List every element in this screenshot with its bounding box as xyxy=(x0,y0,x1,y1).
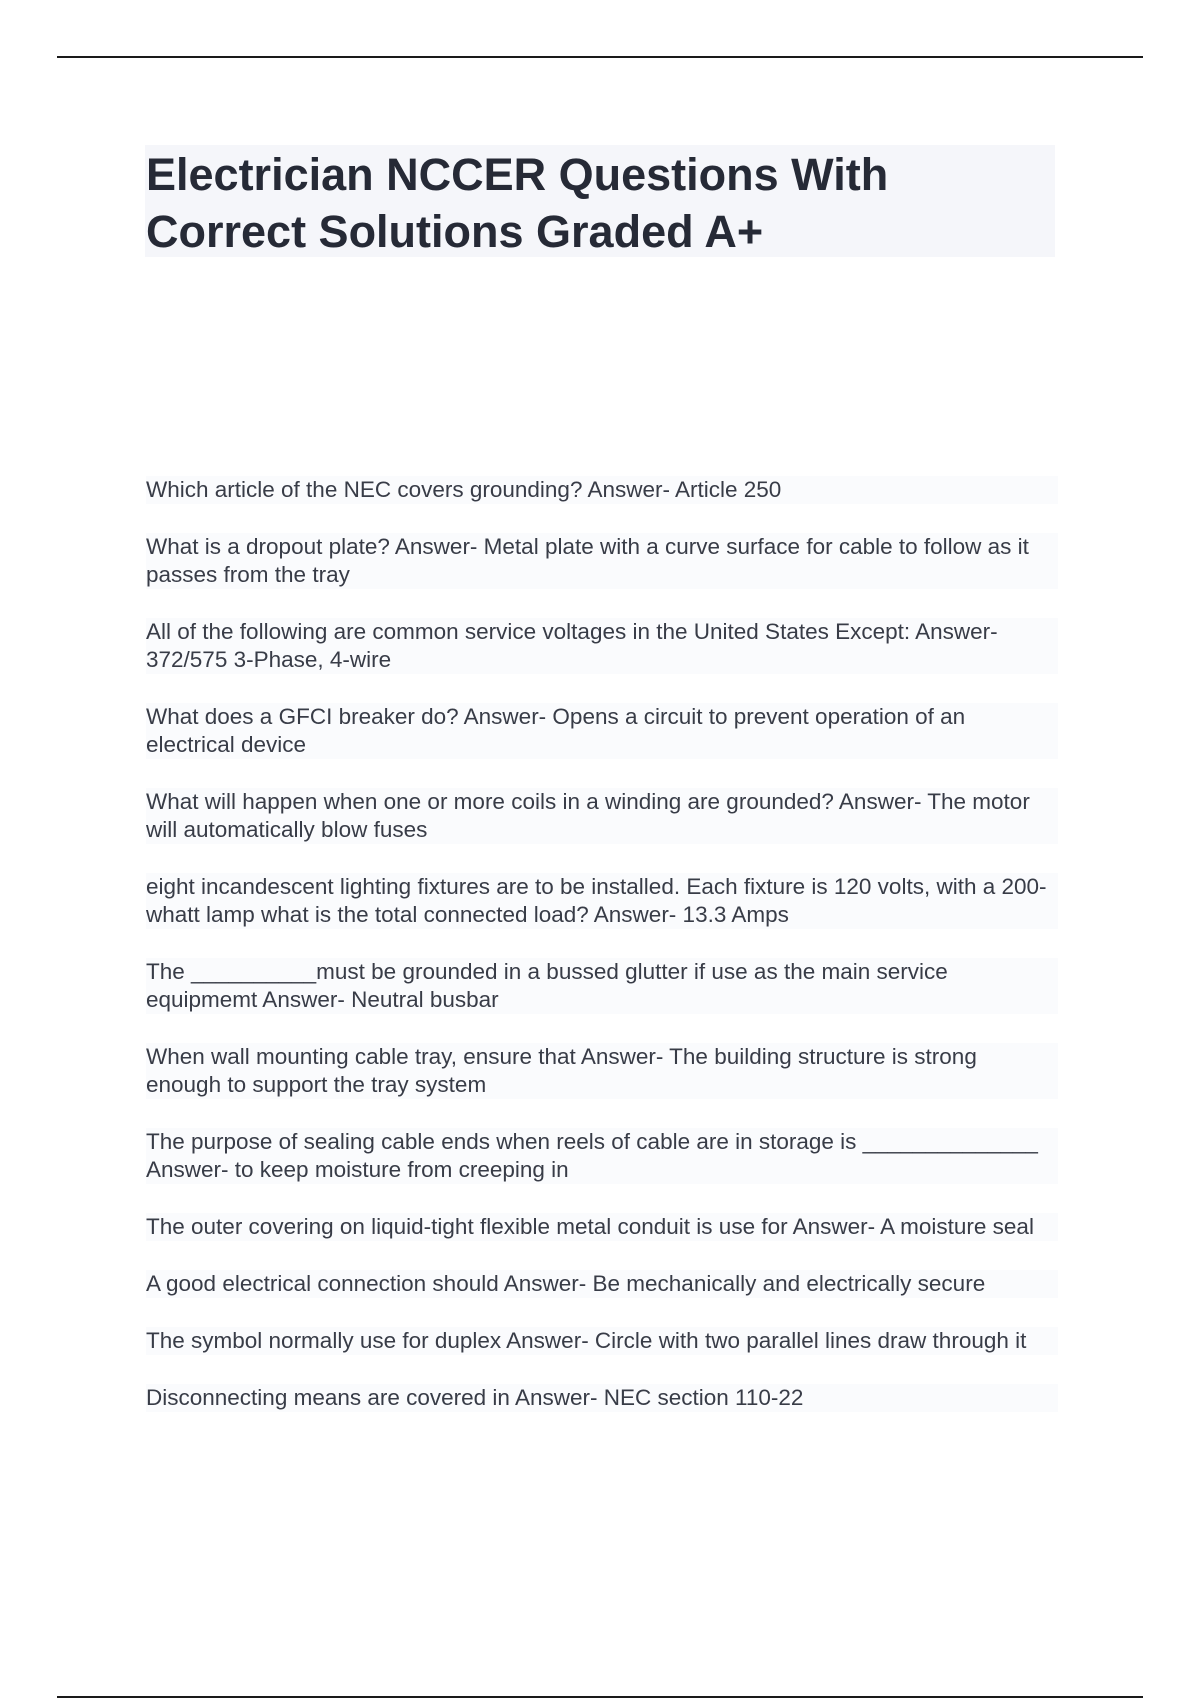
qa-item: The purpose of sealing cable ends when reels of cable are in storage is ______________ Answer- to keep moisture from creeping in xyxy=(146,1128,1058,1184)
qa-item: When wall mounting cable tray, ensure that Answer- The building structure is strong enough to support the tray system xyxy=(146,1043,1058,1099)
qa-item: Which article of the NEC covers grounding? Answer- Article 250 xyxy=(146,476,1058,504)
qa-item: The outer covering on liquid-tight flexible metal conduit is use for Answer- A moisture seal xyxy=(146,1213,1058,1241)
qa-item: A good electrical connection should Answer- Be mechanically and electrically secure xyxy=(146,1270,1058,1298)
top-rule xyxy=(57,56,1143,58)
qa-item: All of the following are common service voltages in the United States Except: Answer- 372/575 3-Phase, 4-wire xyxy=(146,618,1058,674)
qa-list xyxy=(146,476,1058,1441)
qa-item: What will happen when one or more coils in a winding are grounded? Answer- The motor will automatically blow fuses xyxy=(146,788,1058,844)
qa-item: What is a dropout plate? Answer- Metal plate with a curve surface for cable to follow as it passes from the tray xyxy=(146,533,1058,589)
qa-item: eight incandescent lighting fixtures are to be installed. Each fixture is 120 volts, with a 200-whatt lamp what is the total connected load? Answer- 13.3 Amps xyxy=(146,873,1058,929)
bottom-rule xyxy=(57,1696,1143,1698)
qa-item: The symbol normally use for duplex Answer- Circle with two parallel lines draw through it xyxy=(146,1327,1058,1355)
qa-item: The __________must be grounded in a bussed glutter if use as the main service equipmemt Answer- Neutral busbar xyxy=(146,958,1058,1014)
qa-item: What does a GFCI breaker do? Answer- Opens a circuit to prevent operation of an electrical device xyxy=(146,703,1058,759)
document-title: Electrician NCCER Questions With Correct Solutions Graded A+ xyxy=(146,149,889,257)
qa-item: Disconnecting means are covered in Answer- NEC section 110-22 xyxy=(146,1384,1058,1412)
